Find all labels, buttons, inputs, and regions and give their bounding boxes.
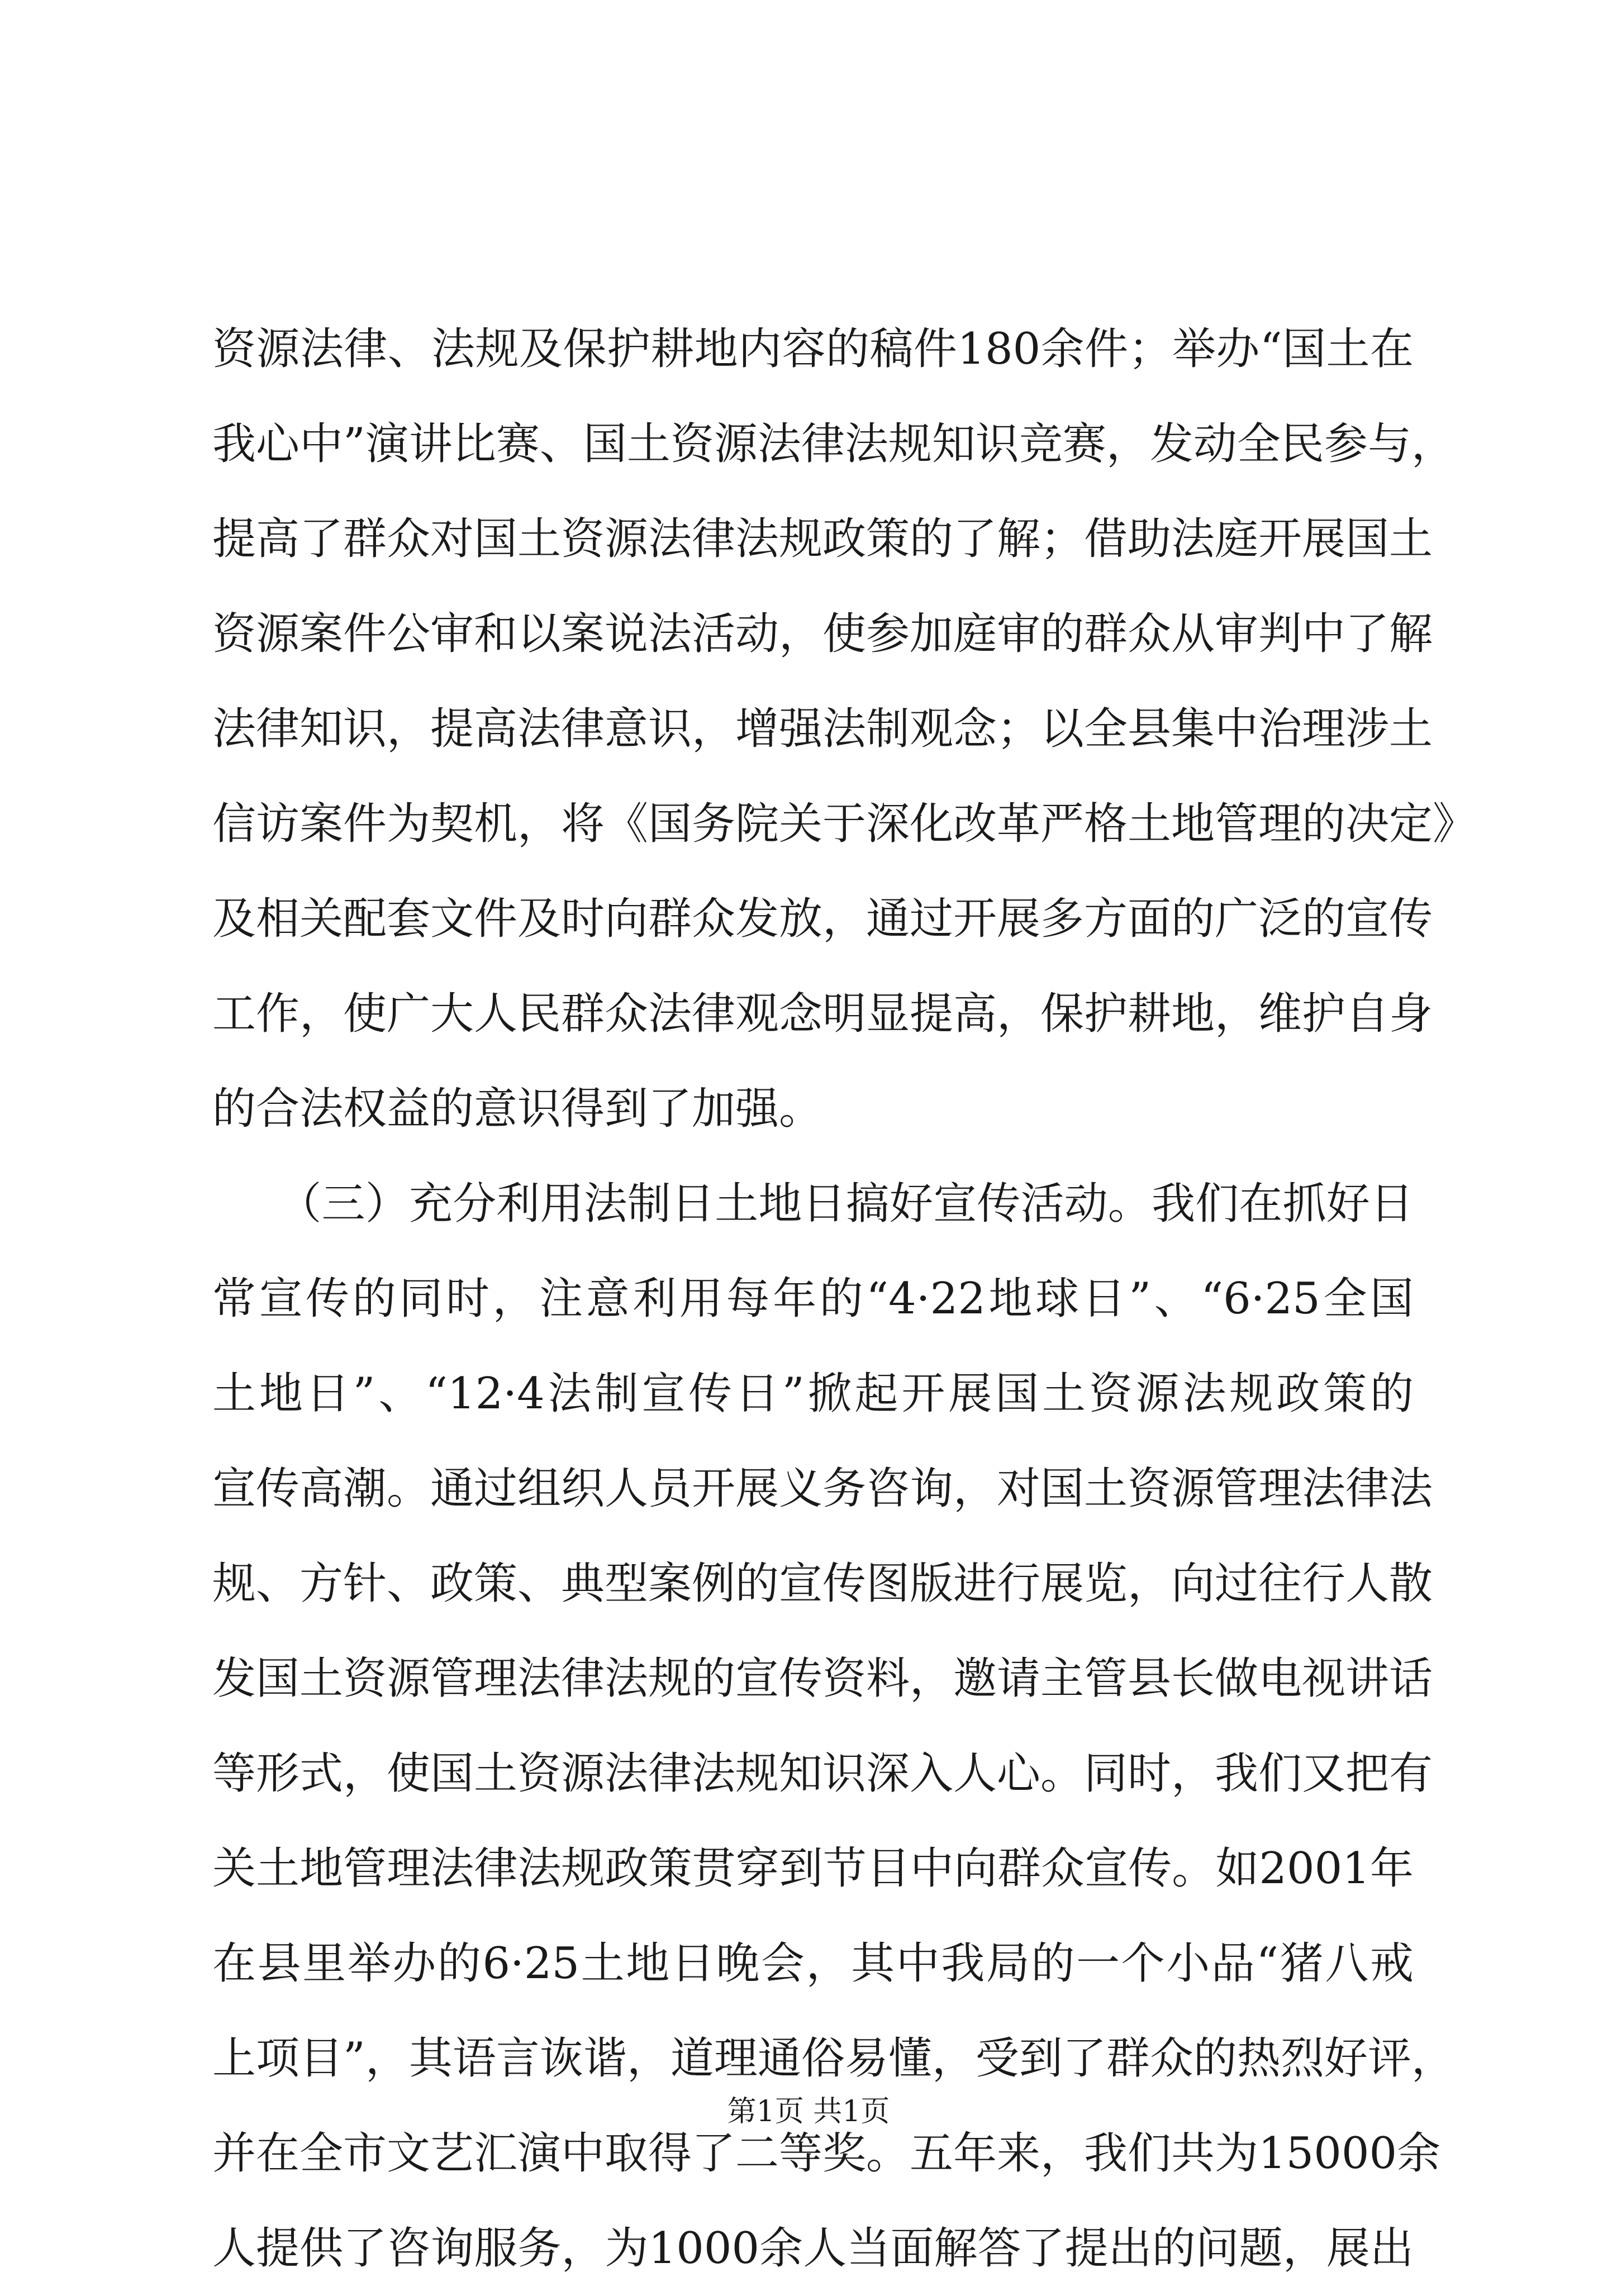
body-text: [212, 302, 1477, 2296]
text-line: 并在全市文艺汇演中取得了二等奖。五年来，我们共为15000余: [212, 2128, 1441, 2179]
paragraph-end-line: 的合法权益的意识得到了加强。: [212, 1084, 823, 1134]
text-line: 法律知识，提高法律意识，增强法制观念；以全县集中治理涉土: [212, 704, 1433, 754]
page-footer: [0, 2092, 1617, 2131]
text-line: 我心中”演讲比赛、国土资源法律法规知识竞赛，发动全民参与，: [212, 419, 1455, 469]
text-line: 土地日”、“12·4法制宣传日”掀起开展国土资源法规政策的: [212, 1369, 1414, 1419]
text-line: 关土地管理法律法规政策贯穿到节目中向群众宣传。如2001年: [212, 1844, 1414, 1894]
page-number-label: 第1页 共1页: [727, 2095, 890, 2128]
paragraph-start-line: （三）充分利用法制日土地日搞好宣传活动。我们在抓好日: [212, 1179, 1414, 1229]
text-line: 发国土资源管理法律法规的宣传资料，邀请主管县长做电视讲话: [212, 1654, 1433, 1704]
text-line: 在县里举办的6·25土地日晚会，其中我局的一个小品“猪八戒: [212, 1938, 1414, 1989]
text-line: 提高了群众对国土资源法律法规政策的了解；借助法庭开展国土: [212, 514, 1433, 564]
text-line: 工作，使广大人民群众法律观念明显提高，保护耕地，维护自身: [212, 989, 1433, 1039]
text-line: 等形式，使国土资源法律法规知识深入人心。同时，我们又把有: [212, 1749, 1433, 1799]
text-line: 人提供了咨询服务，为1000余人当面解答了提出的问题，展出: [212, 2223, 1414, 2274]
text-line: 信访案件为契机，将《国务院关于深化改革严格土地管理的决定》: [212, 799, 1477, 849]
text-line: 及相关配套文件及时向群众发放，通过开展多方面的广泛的宣传: [212, 894, 1433, 944]
text-line: 宣传高潮。通过组织人员开展义务咨询，对国土资源管理法律法: [212, 1464, 1433, 1514]
text-line: 规、方针、政策、典型案例的宣传图版进行展览，向过往行人散: [212, 1559, 1433, 1609]
text-line: 上项目”，其语言诙谐，道理通俗易懂，受到了群众的热烈好评，: [212, 2033, 1455, 2084]
text-line: 资源法律、法规及保护耕地内容的稿件180余件；举办“国土在: [212, 324, 1414, 374]
text-line: 常宣传的同时，注意利用每年的“4·22地球日”、“6·25全国: [212, 1274, 1414, 1324]
text-line: 资源案件公审和以案说法活动，使参加庭审的群众从审判中了解: [212, 609, 1433, 659]
